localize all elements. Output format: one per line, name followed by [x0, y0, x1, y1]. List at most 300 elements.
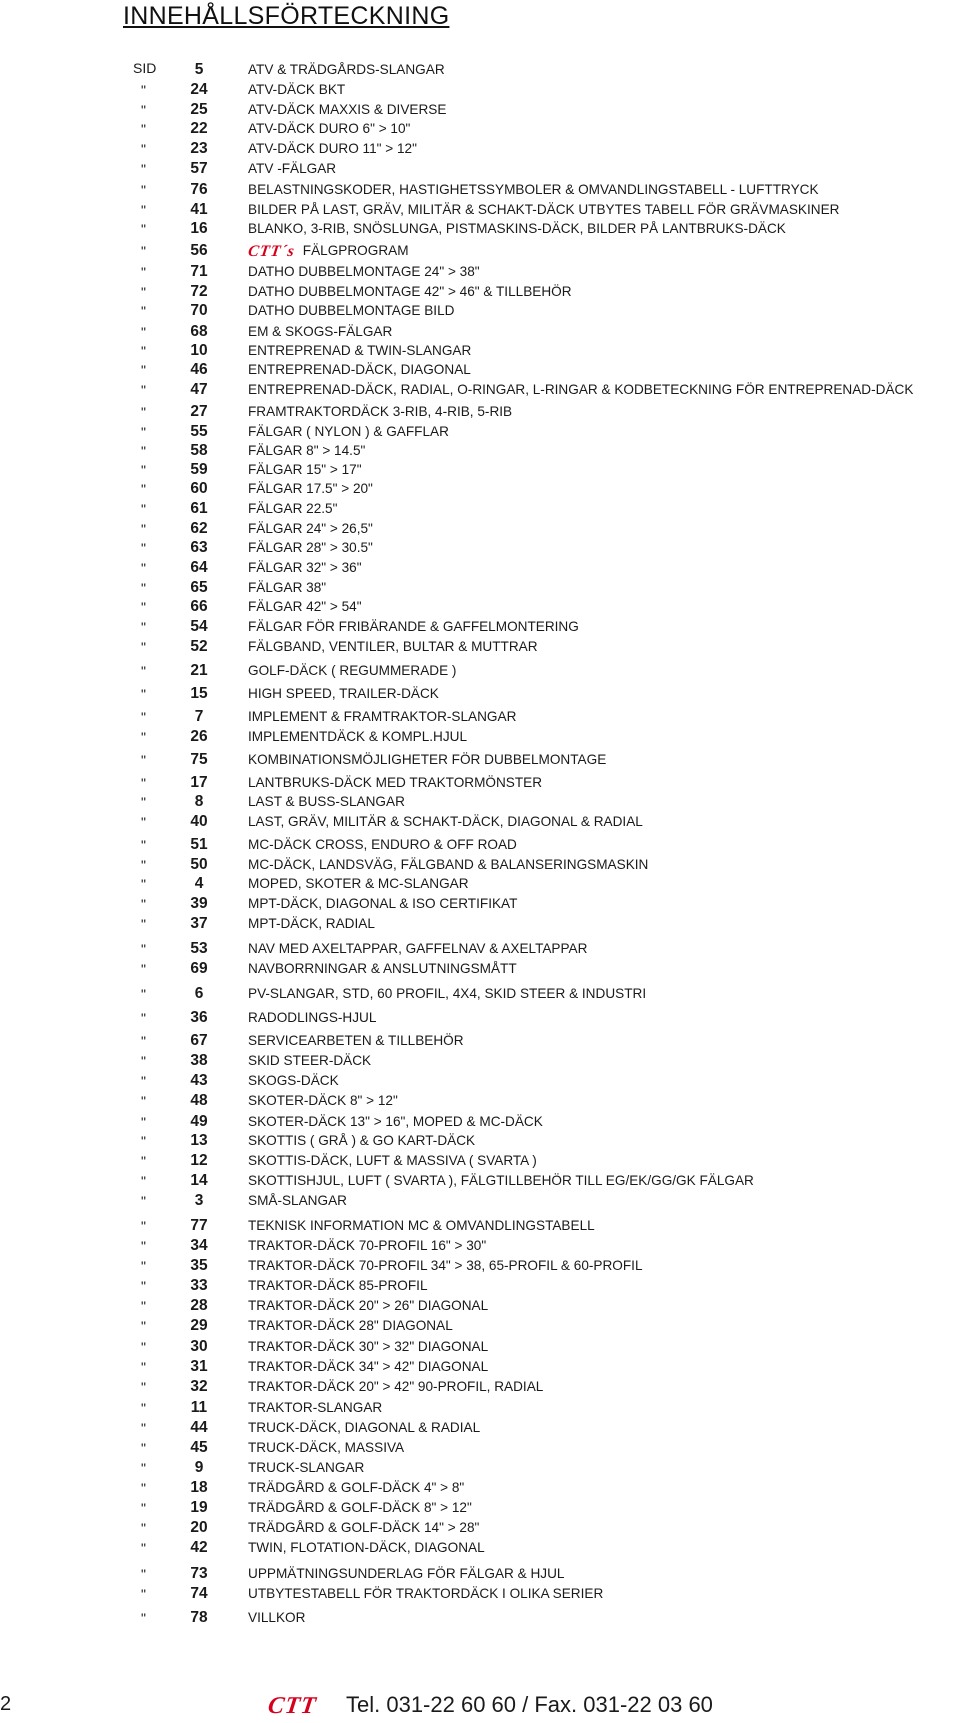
toc-page-number: 70 — [190, 302, 208, 319]
toc-description — [248, 1151, 537, 1171]
toc-description — [248, 360, 471, 380]
ditto-mark: " — [141, 1540, 146, 1556]
toc-page-number: 60 — [190, 480, 208, 497]
toc-entry — [0, 80, 960, 100]
ditto-mark: " — [141, 382, 146, 398]
toc-description-text: BELASTNINGSKODER, HASTIGHETSSYMBOLER & OMVANDLINGSTABELL - LUFTTRYCK — [248, 182, 819, 197]
toc-description-text: LAST & BUSS-SLANGAR — [248, 794, 405, 809]
toc-entry — [0, 119, 960, 139]
toc-description-text: TWIN, FLOTATION-DÄCK, DIAGONAL — [248, 1540, 485, 1555]
toc-page-number: 19 — [190, 1499, 208, 1516]
toc-description-text: PV-SLANGAR, STD, 60 PROFIL, 4X4, SKID STEER & INDUSTRI — [248, 986, 647, 1001]
toc-description-text: TRÄDGÅRD & GOLF-DÄCK 4" > 8" — [248, 1480, 465, 1495]
toc-description-text: ATV-DÄCK DURO 6" > 10" — [248, 121, 411, 136]
toc-description — [248, 727, 467, 747]
toc-description — [248, 1191, 347, 1211]
toc-entry — [0, 1236, 960, 1256]
ditto-mark: " — [141, 814, 146, 830]
toc-entry — [0, 727, 960, 747]
toc-description-text: FRAMTRAKTORDÄCK 3-RIB, 4-RIB, 5-RIB — [248, 404, 513, 419]
toc-page-number: 67 — [190, 1032, 208, 1049]
ditto-mark: " — [141, 619, 146, 635]
toc-entry — [0, 441, 960, 461]
toc-entry — [0, 241, 960, 261]
toc-description-text: FÄLGAR 28" > 30.5" — [248, 540, 373, 555]
toc-entry — [0, 1171, 960, 1191]
toc-description — [248, 707, 516, 727]
toc-description — [248, 1418, 480, 1438]
toc-description — [248, 684, 439, 704]
toc-description-text: KOMBINATIONSMÖJLIGHETER FÖR DUBBELMONTAGE — [248, 752, 607, 767]
ditto-mark: " — [141, 560, 146, 576]
toc-page-number: 5 — [194, 61, 204, 78]
toc-description — [248, 519, 373, 539]
toc-description — [248, 1458, 364, 1478]
toc-page-number: 38 — [190, 1052, 208, 1069]
toc-description-text: DATHO DUBBELMONTAGE 42" > 46" & TILLBEHÖR — [248, 284, 572, 299]
toc-page-number: 46 — [190, 361, 208, 378]
toc-description-text: TRAKTOR-DÄCK 28" DIAGONAL — [248, 1318, 453, 1333]
toc-entry — [0, 322, 960, 342]
toc-entry — [0, 1216, 960, 1236]
toc-entry — [0, 219, 960, 239]
ditto-mark: " — [141, 752, 146, 768]
toc-page-number: 75 — [190, 751, 208, 768]
ditto-mark: " — [141, 121, 146, 137]
toc-page-number: 24 — [190, 81, 208, 98]
toc-description-text: ATV-DÄCK DURO 11" > 12" — [248, 141, 417, 156]
toc-page-number: 53 — [190, 940, 208, 957]
toc-description-text: TRAKTOR-DÄCK 20" > 26" DIAGONAL — [248, 1298, 489, 1313]
toc-description-text: TRAKTOR-DÄCK 70-PROFIL 34" > 38, 65-PROFIL & 60-PROFIL — [248, 1258, 643, 1273]
ditto-mark: " — [141, 1093, 146, 1109]
toc-description-text: BLANKO, 3-RIB, SNÖSLUNGA, PISTMASKINS-DÄCK, BILDER PÅ LANTBRUKS-DÄCK — [248, 221, 786, 236]
toc-entry — [0, 519, 960, 539]
toc-description-text: SERVICEARBETEN & TILLBEHÖR — [248, 1033, 464, 1048]
toc-description — [248, 1478, 464, 1498]
ditto-mark: " — [141, 362, 146, 378]
toc-entry — [0, 538, 960, 558]
toc-page-number: 29 — [190, 1317, 208, 1334]
toc-page-number: 66 — [190, 598, 208, 615]
toc-description-text: FÄLGAR ( NYLON ) & GAFFLAR — [248, 424, 449, 439]
toc-entry — [0, 460, 960, 480]
ditto-mark: " — [141, 663, 146, 679]
toc-entry — [0, 812, 960, 832]
ditto-mark: " — [141, 1379, 146, 1395]
ditto-mark: " — [141, 639, 146, 655]
ditto-mark: " — [141, 916, 146, 932]
toc-description — [248, 1337, 488, 1357]
toc-page-number: 31 — [190, 1358, 208, 1375]
toc-description-text: SKOTTIS-DÄCK, LUFT & MASSIVA ( SVARTA ) — [248, 1153, 537, 1168]
toc-entry — [0, 617, 960, 637]
toc-page-number: 42 — [190, 1539, 208, 1556]
ditto-mark: " — [141, 1520, 146, 1536]
toc-entry — [0, 1316, 960, 1336]
toc-page-number: 77 — [190, 1217, 208, 1234]
toc-description — [248, 1608, 305, 1628]
toc-description-text: FÄLGAR 15" > 17" — [248, 462, 362, 477]
toc-entry — [0, 959, 960, 979]
toc-description — [248, 219, 786, 239]
toc-page-number: 9 — [194, 1459, 204, 1476]
toc-description-text: UPPMÄTNINGSUNDERLAG FÖR FÄLGAR & HJUL — [248, 1566, 565, 1581]
toc-page-number: 69 — [190, 960, 208, 977]
toc-page-number: 8 — [194, 793, 204, 810]
toc-description-text: TRUCK-SLANGAR — [248, 1460, 365, 1475]
toc-page-number: 39 — [190, 895, 208, 912]
ditto-mark: " — [141, 1566, 146, 1582]
toc-description — [248, 1031, 464, 1051]
toc-description — [248, 773, 542, 793]
toc-entry — [0, 792, 960, 812]
toc-description — [248, 380, 913, 400]
toc-entry — [0, 180, 960, 200]
toc-page-number: 61 — [190, 500, 208, 517]
ditto-mark: " — [141, 1238, 146, 1254]
toc-description — [248, 1236, 486, 1256]
toc-page-number: 6 — [194, 985, 204, 1002]
toc-entry — [0, 499, 960, 519]
toc-description-text: TRUCK-DÄCK, MASSIVA — [248, 1440, 405, 1455]
toc-entry — [0, 1538, 960, 1558]
toc-description-text: SKOTER-DÄCK 8" > 12" — [248, 1093, 398, 1108]
toc-description-text: FÄLGAR FÖR FRIBÄRANDE & GAFFELMONTERING — [248, 619, 579, 634]
toc-description — [248, 637, 538, 657]
toc-description-text: ATV-DÄCK MAXXIS & DIVERSE — [248, 102, 447, 117]
toc-entry — [0, 1564, 960, 1584]
toc-page-number: 54 — [190, 618, 208, 635]
toc-description-text: ATV & TRÄDGÅRDS-SLANGAR — [248, 62, 445, 77]
toc-entry — [0, 1377, 960, 1397]
toc-page-number: 28 — [190, 1297, 208, 1314]
toc-description-text: TRÄDGÅRD & GOLF-DÄCK 14" > 28" — [248, 1520, 480, 1535]
toc-description-text: SKOTTIS ( GRÅ ) & GO KART-DÄCK — [248, 1133, 476, 1148]
toc-description — [248, 792, 405, 812]
ditto-mark: " — [141, 501, 146, 517]
toc-page-number: 76 — [190, 181, 208, 198]
ditto-mark: " — [141, 462, 146, 478]
toc-page-number: 27 — [190, 403, 208, 420]
ditto-mark: " — [141, 1400, 146, 1416]
toc-page-number: 7 — [194, 708, 204, 725]
toc-page-number: 48 — [190, 1092, 208, 1109]
toc-description-text: TRAKTOR-DÄCK 20" > 42" 90-PROFIL, RADIAL — [248, 1379, 544, 1394]
toc-description-text: TRÄDGÅRD & GOLF-DÄCK 8" > 12" — [248, 1500, 472, 1515]
ditto-mark: " — [141, 424, 146, 440]
toc-page-number: 25 — [190, 101, 208, 118]
toc-description-text: FÄLGPROGRAM — [302, 243, 409, 258]
toc-page-number: 16 — [190, 220, 208, 237]
toc-description-text: NAVBORRNINGAR & ANSLUTNINGSMÅTT — [248, 961, 517, 976]
toc-description — [248, 874, 469, 894]
ditto-mark: " — [141, 82, 146, 98]
ditto-mark: " — [141, 1153, 146, 1169]
toc-description-text: SKOTTISHJUL, LUFT ( SVARTA ), FÄLGTILLBEHÖR TILL EG/EK/GG/GK FÄLGAR — [248, 1173, 754, 1188]
toc-entry — [0, 380, 960, 400]
toc-entry — [0, 1518, 960, 1538]
toc-entry — [0, 1438, 960, 1458]
toc-page-number: 50 — [190, 856, 208, 873]
toc-description-text: MC-DÄCK, LANDSVÄG, FÄLGBAND & BALANSERINGSMASKIN — [248, 857, 649, 872]
toc-description-text: TRAKTOR-SLANGAR — [248, 1400, 383, 1415]
ditto-mark: " — [141, 857, 146, 873]
toc-description — [248, 1398, 382, 1418]
toc-description-text: ENTREPRENAD-DÄCK, DIAGONAL — [248, 362, 471, 377]
toc-entry — [0, 360, 960, 380]
ditto-mark: " — [141, 521, 146, 537]
ditto-mark: " — [141, 1480, 146, 1496]
toc-entry — [0, 60, 960, 80]
toc-description-text: TEKNISK INFORMATION MC & OMVANDLINGSTABELL — [248, 1218, 595, 1233]
toc-page-number: 35 — [190, 1257, 208, 1274]
toc-description — [248, 262, 480, 282]
toc-entry — [0, 1498, 960, 1518]
toc-page-number: 15 — [190, 685, 208, 702]
toc-description — [248, 1256, 643, 1276]
ditto-mark: " — [141, 1359, 146, 1375]
ditto-mark: " — [141, 1114, 146, 1130]
toc-description — [248, 159, 336, 179]
toc-page-number: 41 — [190, 201, 208, 218]
ditto-mark: " — [141, 986, 146, 1002]
toc-description-text: BILDER PÅ LAST, GRÄV, MILITÄR & SCHAKT-DÄCK UTBYTES TABELL FÖR GRÄVMASKINER — [248, 202, 840, 217]
toc-description — [248, 241, 409, 262]
toc-description — [248, 597, 362, 617]
ditto-mark: " — [141, 686, 146, 702]
ditto-mark: " — [141, 941, 146, 957]
toc-description — [248, 80, 345, 100]
toc-description-text: MPT-DÄCK, RADIAL — [248, 916, 375, 931]
toc-description-text: NAV MED AXELTAPPAR, GAFFELNAV & AXELTAPPAR — [248, 941, 588, 956]
toc-description — [248, 1131, 475, 1151]
toc-page-number: 34 — [190, 1237, 208, 1254]
toc-page-number: 13 — [190, 1132, 208, 1149]
toc-description-text: SKID STEER-DÄCK — [248, 1053, 372, 1068]
toc-page-number: 58 — [190, 442, 208, 459]
toc-description — [248, 60, 445, 80]
toc-description — [248, 499, 337, 519]
toc-entry — [0, 578, 960, 598]
toc-description-text: LANTBRUKS-DÄCK MED TRAKTORMÖNSTER — [248, 775, 543, 790]
ditto-mark: " — [141, 202, 146, 218]
ditto-mark: " — [141, 141, 146, 157]
contact-info: Tel. 031-22 60 60 / Fax. 031-22 03 60 — [346, 1692, 713, 1717]
toc-page-number: 33 — [190, 1277, 208, 1294]
toc-description-text: HIGH SPEED, TRAILER-DÄCK — [248, 686, 439, 701]
toc-page-number: 11 — [190, 1399, 208, 1416]
toc-entry — [0, 341, 960, 361]
toc-page-number: 72 — [190, 283, 208, 300]
toc-page-number: 36 — [190, 1009, 208, 1026]
toc-description-text: FÄLGAR 38" — [248, 580, 327, 595]
ditto-mark: " — [141, 161, 146, 177]
toc-description — [248, 914, 375, 934]
toc-page-number: 63 — [190, 539, 208, 556]
toc-page-number: 21 — [190, 662, 208, 679]
toc-description — [248, 750, 606, 770]
ditto-mark: " — [141, 1339, 146, 1355]
toc-page-number: 23 — [190, 140, 208, 157]
toc-page-number: 12 — [190, 1152, 208, 1169]
toc-page-number: 56 — [190, 242, 208, 259]
ditto-mark: " — [141, 599, 146, 615]
page-footer — [0, 1691, 960, 1721]
ditto-mark: " — [141, 1033, 146, 1049]
toc-entry — [0, 1256, 960, 1276]
toc-page-number: 68 — [190, 323, 208, 340]
toc-page-number: 55 — [190, 423, 208, 440]
toc-entry — [0, 1276, 960, 1296]
toc-description — [248, 1438, 404, 1458]
toc-description — [248, 1584, 603, 1604]
ditto-mark: " — [141, 443, 146, 459]
toc-entry — [0, 301, 960, 321]
toc-entry — [0, 1112, 960, 1132]
toc-page-number: 10 — [190, 342, 208, 359]
ditto-mark: " — [141, 264, 146, 280]
toc-page-number: 47 — [190, 381, 208, 398]
page-title: INNEHÅLLSFÖRTECKNING — [123, 2, 450, 30]
toc-description — [248, 558, 362, 578]
toc-description-text: EM & SKOGS-FÄLGAR — [248, 324, 393, 339]
ctt-logo: CTT´s — [246, 243, 297, 260]
toc-description — [248, 441, 365, 461]
toc-description-text: RADODLINGS-HJUL — [248, 1010, 377, 1025]
toc-description-text: FÄLGAR 42" > 54" — [248, 599, 362, 614]
ditto-mark: " — [141, 837, 146, 853]
toc-entry — [0, 597, 960, 617]
toc-description — [248, 812, 643, 832]
toc-entry — [0, 914, 960, 934]
toc-entry — [0, 1584, 960, 1604]
toc-description-text: SKOTER-DÄCK 13" > 16", MOPED & MC-DÄCK — [248, 1114, 543, 1129]
toc-page-number: 57 — [190, 160, 208, 177]
toc-description — [248, 1357, 488, 1377]
ditto-mark: " — [141, 729, 146, 745]
ditto-mark: " — [141, 1586, 146, 1602]
toc-description — [248, 538, 373, 558]
toc-description — [248, 984, 646, 1004]
toc-description-text: FÄLGAR 8" > 14.5" — [248, 443, 366, 458]
toc-page-number: 71 — [190, 263, 208, 280]
toc-description — [248, 939, 587, 959]
page-number: 2 — [0, 1693, 12, 1715]
toc-description — [248, 119, 410, 139]
toc-entry — [0, 939, 960, 959]
toc-description-text: ENTREPRENAD & TWIN-SLANGAR — [248, 343, 472, 358]
ditto-mark: " — [141, 243, 146, 259]
toc-description — [248, 402, 512, 422]
toc-page-number: 40 — [190, 813, 208, 830]
toc-description — [248, 578, 326, 598]
toc-page-number: 49 — [190, 1113, 208, 1130]
toc-description-text: DATHO DUBBELMONTAGE 24" > 38" — [248, 264, 480, 279]
toc-description — [248, 180, 819, 200]
toc-description — [248, 1051, 371, 1071]
toc-page-number: 73 — [190, 1565, 208, 1582]
ditto-mark: " — [141, 1133, 146, 1149]
toc-page-number: 65 — [190, 579, 208, 596]
ditto-mark: " — [141, 324, 146, 340]
ditto-mark: " — [141, 961, 146, 977]
toc-entry — [0, 1418, 960, 1438]
toc-description — [248, 1498, 472, 1518]
toc-entry — [0, 1031, 960, 1051]
toc-entry — [0, 159, 960, 179]
toc-entry — [0, 855, 960, 875]
toc-description-text: SMÅ-SLANGAR — [248, 1193, 347, 1208]
ditto-mark: " — [141, 102, 146, 118]
toc-description — [248, 1216, 595, 1236]
toc-entry — [0, 1008, 960, 1028]
toc-entry — [0, 1458, 960, 1478]
toc-page-number: 20 — [190, 1519, 208, 1536]
toc-page-number: 14 — [190, 1172, 208, 1189]
ctt-logo: CTT — [266, 1693, 319, 1719]
ditto-mark: " — [141, 284, 146, 300]
toc-description-text: MOPED, SKOTER & MC-SLANGAR — [248, 876, 469, 891]
toc-description-text: IMPLEMENT & FRAMTRAKTOR-SLANGAR — [248, 709, 517, 724]
ditto-mark: " — [141, 1420, 146, 1436]
ditto-mark: " — [141, 1010, 146, 1026]
toc-description-text: TRAKTOR-DÄCK 70-PROFIL 16" > 30" — [248, 1238, 487, 1253]
toc-description — [248, 200, 839, 220]
toc-description-text: FÄLGAR 24" > 26,5" — [248, 521, 373, 536]
toc-description — [248, 1171, 754, 1191]
toc-description — [248, 661, 456, 681]
toc-description — [248, 1008, 376, 1028]
ditto-mark: " — [141, 1610, 146, 1626]
toc-page-number: 17 — [190, 774, 208, 791]
toc-description-text: MC-DÄCK CROSS, ENDURO & OFF ROAD — [248, 837, 517, 852]
ditto-mark: " — [141, 1318, 146, 1334]
toc-description — [248, 422, 449, 442]
toc-page-number: 74 — [190, 1585, 208, 1602]
toc-description — [248, 855, 648, 875]
toc-entry — [0, 984, 960, 1004]
toc-description — [248, 894, 517, 914]
toc-description — [248, 1276, 428, 1296]
toc-entry — [0, 422, 960, 442]
toc-description — [248, 100, 446, 120]
toc-entry — [0, 1071, 960, 1091]
toc-description — [248, 1091, 398, 1111]
toc-page-number: 59 — [190, 461, 208, 478]
ditto-mark: " — [141, 303, 146, 319]
toc-description-text: FÄLGAR 22.5" — [248, 501, 338, 516]
toc-entry — [0, 637, 960, 657]
toc-entry — [0, 139, 960, 159]
toc-description — [248, 617, 579, 637]
toc-entry — [0, 773, 960, 793]
toc-description — [248, 479, 373, 499]
ditto-mark: " — [141, 1053, 146, 1069]
toc-page-number: 4 — [194, 875, 204, 892]
toc-page-number: 52 — [190, 638, 208, 655]
toc-entry — [0, 1296, 960, 1316]
toc-description-text: IMPLEMENTDÄCK & KOMPL.HJUL — [248, 729, 468, 744]
ditto-mark: " — [141, 1460, 146, 1476]
toc-description — [248, 1112, 543, 1132]
ditto-mark: " — [141, 1278, 146, 1294]
toc-description-text: FÄLGBAND, VENTILER, BULTAR & MUTTRAR — [248, 639, 538, 654]
toc-description-text: VILLKOR — [248, 1610, 306, 1625]
toc-description — [248, 322, 392, 342]
toc-description — [248, 1296, 488, 1316]
toc-description — [248, 1377, 543, 1397]
